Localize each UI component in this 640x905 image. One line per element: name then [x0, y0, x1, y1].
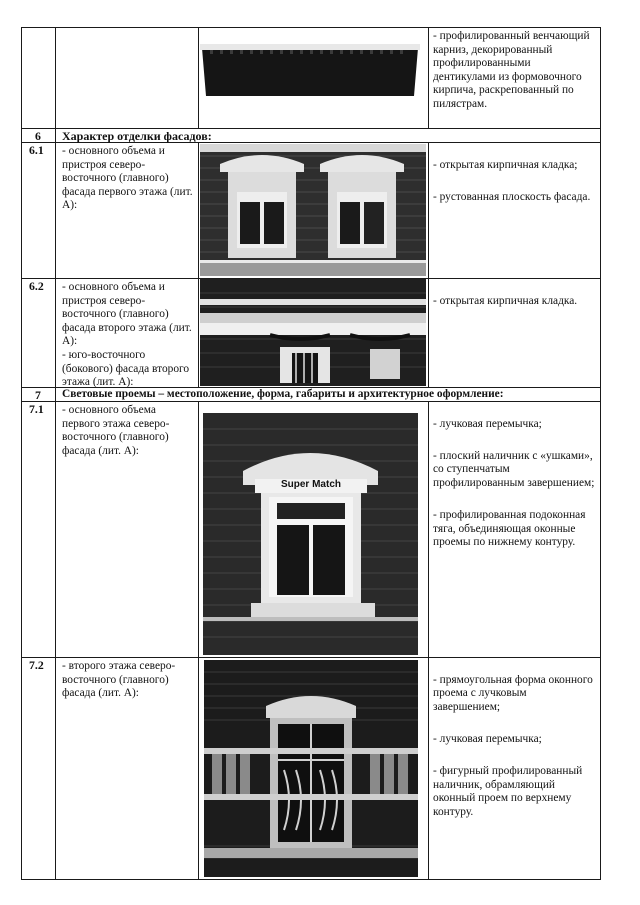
section-title: Характер отделки фасадов: [62, 129, 212, 143]
grid-line [21, 401, 601, 402]
grid-line [428, 142, 429, 387]
row-label: - основного объема и пристроя северо-восточного (главного) фасада первого этажа (лит. А): [62, 145, 193, 212]
grid-line [21, 27, 601, 28]
grid-line [198, 401, 199, 879]
row-description [433, 145, 595, 223]
description-item: - плоский наличник с «ушками», со ступенчатым профилированным завершением; [433, 449, 595, 489]
description-item: - открытая кирпичная кладка; [433, 158, 578, 171]
description-item: - лучковая перемычка; [433, 417, 542, 430]
facade-second-floor-photo [200, 279, 426, 386]
grid-line [198, 142, 199, 387]
row-label: - основного объема первого этажа северо-восточного (главного) фасада (лит. А): [62, 404, 170, 457]
row-number: 6.1 [29, 143, 44, 157]
description-item: - рустованная плоскость фасада. [433, 190, 591, 203]
row-number: 6.2 [29, 279, 44, 293]
grid-line [21, 27, 22, 879]
section-number: 7 [35, 388, 41, 402]
shop-sign-text: Super Match [280, 479, 341, 490]
grid-line [428, 401, 429, 879]
description-item: - профилированная подоконная тяга, объединяющая оконные проемы по нижнему контуру. [433, 509, 586, 549]
row-description [433, 660, 595, 838]
row-label: - второго этажа северо-восточного (главного) фасада (лит. А): [62, 660, 176, 700]
window-second-floor-photo [204, 660, 418, 877]
grid-line [21, 879, 601, 880]
row-description [433, 281, 595, 327]
section-number: 6 [35, 129, 41, 143]
window-first-floor-photo [203, 413, 418, 655]
description-item: - лучковая перемычка; [433, 732, 542, 745]
row-number: 7.1 [29, 402, 44, 416]
row-label: - основного объема и пристроя северо-восточного (главного) фасада второго этажа (лит. А): - юго-восточного (бокового) фасада второго этажа (лит. А): [62, 281, 192, 389]
section-title: Световые проемы – местоположение, форма, габариты и архитектурное оформление: [62, 388, 504, 400]
cornice-photo [200, 44, 420, 100]
grid-line [198, 27, 199, 128]
description-item: - фигурный профилированный наличник, обрамляющий оконный проем по верхнему контуру. [433, 765, 583, 818]
row-number: 7.2 [29, 658, 44, 672]
grid-line [21, 657, 601, 658]
description-item: - открытая кирпичная кладка. [433, 294, 578, 307]
row-description [433, 404, 595, 569]
grid-line [55, 27, 56, 879]
grid-line [600, 27, 601, 879]
grid-line [428, 27, 429, 128]
facade-first-floor-photo [200, 144, 426, 276]
cornice-description: - профилированный венчающий карниз, декорированный профилированными дентикулами из формовочного кирпича, раскрепованный по пилястрам. [433, 30, 590, 110]
description-item: - прямоугольная форма оконного проема с лучковым завершением; [433, 673, 593, 713]
